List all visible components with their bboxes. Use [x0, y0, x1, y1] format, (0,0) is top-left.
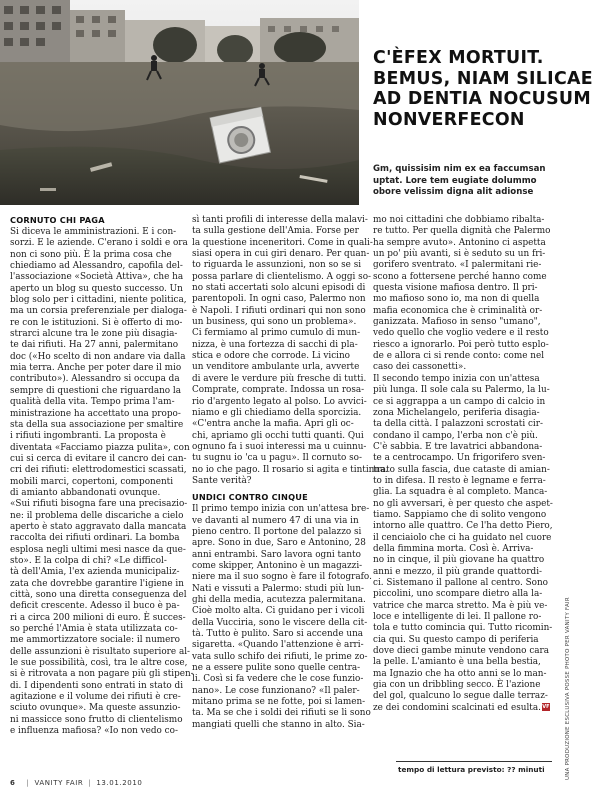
text-line: Sante verità? — [192, 475, 252, 486]
standfirst-line: uptat. Lore tem eugiate dolummo — [373, 175, 537, 186]
text-line: tà dell'Amia, l'ex azienda municipaliz- — [10, 567, 180, 578]
text-line: l'associazione «Società Attiva», che ha — [10, 272, 184, 283]
text-line: mobili marci, copertoni, componenti — [10, 476, 174, 487]
text-line: chiediamo ad Alessandro, capofila del- — [10, 261, 183, 272]
text-line: ministrazione ha accettato una propo- — [10, 408, 181, 419]
section-heading: CORNUTO CHI PAGA — [10, 215, 105, 225]
text-line: riesco a ignorarlo. Poi però tutto esplo- — [373, 339, 549, 350]
text-line: ma Ignazio che ha otto anni se lo man- — [373, 668, 547, 679]
text-line: come skipper, Antonino è un magazzi- — [192, 560, 363, 571]
text-line: ri a circa 200 milioni di euro. È succes- — [10, 612, 186, 623]
text-line: sciuto ovunque». Ma queste assunzio- — [10, 703, 181, 714]
text-line: delle assunzioni è risultato superiore al- — [10, 646, 191, 657]
text-line: città, sono una diretta conseguenza del — [10, 590, 187, 600]
text-line: tola e tutto comincia qui. Tutto ricomin- — [373, 623, 553, 634]
text-line: cui si cerca di evitare il cancro dei can- — [10, 453, 187, 464]
paragraph — [373, 215, 553, 374]
text-line: di avere le verdure più fresche di tutti. — [192, 373, 367, 384]
paragraph — [373, 374, 553, 714]
text-line: ognuno fa i suoi interessi ma u cuinnu- — [192, 441, 367, 452]
text-line: blog solo per i cittadini, niente politica, — [10, 295, 187, 306]
paragraph — [10, 227, 190, 499]
text-line: mo mafioso sono io, ma non di quella — [373, 294, 540, 305]
paragraph — [192, 215, 373, 328]
folio — [10, 779, 142, 787]
text-line: loce e intelligente di lei. Il pallone ro- — [373, 612, 542, 623]
text-line: mo noi cittadini che dobbiamo ribalta- — [373, 215, 545, 225]
text-line: trato sulla fascia, due cataste di amian- — [373, 464, 550, 475]
text-line: Comprate, comprate. Indossa un rosa- — [192, 385, 365, 396]
text-line: ne a essere pulite sono quelle centra- — [192, 663, 361, 674]
text-line: Si diceva le amministrazioni. E i con- — [10, 227, 177, 237]
text-line: un business, qui sono un problema». — [192, 317, 357, 328]
text-line: ze dei condomini scalcinati ed esulta.VF — [373, 703, 553, 714]
text-line: della fimmina morta. Così è. Arriva- — [373, 543, 534, 554]
text-line: vedo quello che voglio vedere e il resto — [373, 328, 549, 339]
text-line: glia. La squadra è al completo. Manca- — [373, 487, 548, 498]
text-line: siasi opera in cui giri denaro. Per quan- — [192, 249, 370, 260]
text-line: piccolini, uno scompare dietro alla la- — [373, 589, 543, 600]
text-line: so perché l'Amia è stata utilizzata co- — [10, 624, 178, 635]
text-line: gia con un dribbling secco. È l'azione — [373, 680, 541, 691]
text-line: condano il campo, l'erba non c'è più. — [373, 430, 538, 441]
text-line: te dai rifiuti. Ha 27 anni, palermitano — [10, 340, 179, 351]
text-line: un venditore ambulante urla, avverte — [192, 362, 360, 373]
text-line: «Sui rifiuti bisogna fare una precisazio- — [10, 499, 188, 510]
text-line: qualità della vita. Tempo prima l'am- — [10, 397, 175, 408]
text-line: tà. Tutto è pulito. Saro si accende una — [192, 629, 364, 640]
text-line: un po' più avanti, si è seduto su un fri- — [373, 249, 546, 260]
issue-date: 13.01.2010 — [96, 779, 143, 787]
text-line: mafia economica che è criminalità or- — [373, 305, 543, 316]
text-line: ha sempre avuto». Antonino ci aspetta — [373, 237, 546, 248]
text-line: diventata «Facciamo piazza pulita», con — [10, 442, 190, 453]
text-line: scono a fottersene perché hanno come — [373, 271, 547, 282]
article-column-3 — [373, 215, 553, 714]
text-line: ghi della media, acutezza palermitana. — [192, 595, 366, 605]
paragraph — [10, 499, 194, 737]
text-line: sigaretta. «Quando l'attenzione è arri- — [192, 640, 364, 651]
text-line: ci. Sistemano il pallone al centro. Sono — [373, 578, 549, 588]
text-line: intorno alle quattro. Ce l'ha detto Piero, — [373, 521, 553, 532]
text-line: no stati accertati solo alcuni episodi di — [192, 283, 366, 294]
text-line: sempre di questioni che riguardano la — [10, 385, 182, 396]
text-line: sto». E la colpa di chi? «Le difficol- — [10, 555, 167, 566]
section-heading: UNDICI CONTRO CINQUE — [192, 492, 308, 503]
text-line: de e allora ci si rende conto: come nel — [373, 351, 545, 362]
text-line: Nati e vissuti a Palermo: studi più lun- — [192, 583, 365, 594]
reading-time — [398, 765, 545, 774]
text-line: strarci alcune tra le zone più disagia- — [10, 329, 178, 340]
text-line: ta. Ma se che i soldi dei rifiuti se li sono — [192, 708, 371, 719]
text-line: ganizzata. Mafioso in senso "umano", — [373, 317, 541, 328]
folio-separator: | — [88, 779, 92, 787]
text-line: to riguarda le assunzioni, non so se si — [192, 260, 362, 271]
text-line: raccolta dei rifiuti ordinari. La bomba — [10, 533, 180, 544]
text-line: no in cinque, il più giovane ha quattro — [373, 555, 545, 566]
text-line: parentopoli. In ogni caso, Palermo non — [192, 294, 366, 305]
headline-line: NONVERFECON — [373, 109, 525, 130]
text-line: sta della sua associazione per smaltire — [10, 419, 184, 430]
text-line: C'è sabbia. E tre lavatrici abbandona- — [373, 441, 543, 452]
text-line: stica e odore che corrode. Li vicino — [192, 351, 350, 362]
text-line: sì tanti profili di interesse della malavi- — [192, 215, 368, 225]
article-photo — [0, 0, 359, 205]
text-line: ve davanti al numero 47 di una via in — [192, 515, 359, 526]
magazine-name: VANITY FAIR — [34, 779, 84, 787]
text-line: rio d'argento legato al polso. Lo avvici- — [192, 396, 367, 407]
headline-line: C'ÈFEX MORTUIT. — [373, 48, 544, 68]
text-line: vata sullo schifo dei rifiuti, le prime zo- — [192, 651, 368, 662]
text-line: re con le istituzioni. Si è offerto di mo- — [10, 317, 183, 328]
text-line: si è ritrovata a non pagare più gli stipen- — [10, 669, 194, 680]
text-line: le sue possibilità, così, tra le altre cose, — [10, 658, 188, 669]
text-line: tu sugnu io 'ca u pagu». Il cornuto so- — [192, 453, 362, 464]
text-line: ma un corsia preferenziale per dialoga- — [10, 306, 187, 317]
text-line: ce si aggrappa a un campo di calcio in — [373, 396, 546, 407]
text-line: di amianto abbandonati ovunque. — [10, 487, 161, 498]
text-line: doc («Ho scelto di non andare via dalla — [10, 351, 186, 362]
headline-line: BEMUS, NIAM SILICAE — [373, 68, 593, 89]
text-line: ta della città. I palazzoni scrostati cir- — [373, 419, 543, 430]
text-line: me ammortizzatore sociale: il numero — [10, 635, 180, 646]
text-line: mitano prima se ne fotte, poi si lamen- — [192, 697, 366, 708]
text-line: questa visione mafiosa dentro. Il pri- — [373, 283, 538, 294]
text-line: la pelle. L'amianto è una bella bestia, — [373, 657, 541, 668]
text-line: nano». Le cose funzionano? «Il paler- — [192, 685, 360, 696]
end-mark-icon — [542, 703, 550, 711]
page-number: 6 — [10, 779, 16, 787]
divider — [396, 761, 552, 762]
folio-separator: | — [26, 779, 30, 787]
text-line: niamo e gli chiediamo della sporcizia. — [192, 407, 362, 418]
text-line: del gol, qualcuno lo segue dalle terraz- — [373, 691, 548, 702]
text-line: contributo»). Alessandro si occupa da — [10, 374, 180, 385]
paragraph — [192, 504, 372, 731]
text-line: to in difesa. Il resto è legname e ferra- — [373, 475, 546, 486]
text-line: apre. Sono in due, Saro e Antonino, 28 — [192, 538, 366, 549]
text-line: gorifero sventrato. «I palermitani rie- — [373, 260, 542, 271]
headline-line: AD DENTIA NOCUSUM — [373, 89, 591, 109]
text-line: Ci fermiamo al primo cumulo di mun- — [192, 328, 361, 339]
text-line: no io che pago. Il rosario si agita e tintinna. — [192, 464, 389, 475]
text-line: anni e mezzo, il più grande quattordi- — [373, 566, 543, 577]
text-line: la questione inceneritori. Come in quali- — [192, 237, 373, 248]
text-line: della Vucciria, sono le viscere della cit- — [192, 617, 368, 628]
article-column-2 — [192, 215, 389, 731]
text-line: non ci sono più. È la prima cosa che — [10, 249, 172, 260]
text-line: più lunga. Il sole cala su Palermo, la lu- — [373, 385, 550, 396]
text-line: li. Così si fa vedere che le cose funzio- — [192, 674, 364, 685]
text-line: i rifiuti ingombranti. La proposta è — [10, 431, 166, 442]
text-line: no gli avversari, è per questo che aspet- — [373, 498, 553, 509]
text-line: pieno centro. Il portone del palazzo si — [192, 526, 362, 537]
text-line: dove dieci gambe minute vendono cara — [373, 646, 550, 657]
text-line: mangiati quelli che stanno in alto. Sia- — [192, 719, 365, 730]
text-line: Il primo tempo inizia con un'attesa bre- — [192, 504, 370, 515]
text-line: tiamo. Sappiamo che di solito vengono — [373, 509, 547, 520]
text-line: e influenza mafiosa? «Io non vedo co- — [10, 726, 178, 737]
text-line: anni entrambi. Saro lavora ogni tanto — [192, 549, 361, 560]
text-line: vatrice che marca stretto. Ma è più ve- — [373, 600, 548, 611]
paragraph — [192, 328, 389, 487]
text-line: cia qui. Su questo campo di periferia — [373, 634, 539, 645]
photo-credit: UNA PRODUZIONE ESCLUSIVA POSSE PHOTO PER VANITY FAIR — [565, 597, 571, 780]
text-line: re tutto. Per quella dignità che Palermo — [373, 226, 551, 237]
text-line: zona Michelangelo, periferia disagia- — [373, 407, 540, 418]
text-line: di. I dipendenti sono entrati in stato di — [10, 680, 184, 691]
text-line: nizza, è una fortezza di sacchi di pla- — [192, 339, 358, 350]
text-line: ta sulla gestione dell'Amia. Forse per — [192, 226, 359, 237]
text-line: zata che dovrebbe garantire l'igiene in — [10, 578, 184, 589]
text-line: il cenciaiolo che ci ha guidato nel cuore — [373, 532, 552, 543]
text-line: cri dei rifiuti: elettrodomestici scassati, — [10, 465, 187, 476]
photo-illustration — [0, 0, 359, 205]
text-line: ne: il problema delle discariche a cielo — [10, 510, 184, 521]
text-line: deficit crescente. Adesso il buco è pa- — [10, 601, 180, 612]
standfirst-line: Gm, quissisim nim ex ea faccumsan — [373, 164, 546, 174]
text-line: possa parlare di clientelismo. A oggi so- — [192, 271, 372, 282]
text-line: Il secondo tempo inizia con un'attesa — [373, 373, 540, 384]
text-line: aperto è stato aggravato dalla mancata — [10, 521, 187, 532]
standfirst — [373, 164, 569, 199]
text-line: niere ma il suo sogno è fare il fotografo. — [192, 572, 372, 583]
text-line: te a centrocampo. Un frigorifero sven- — [373, 453, 546, 464]
text-line: Cioè molto alta. Ci guidano per i vicoli — [192, 606, 365, 617]
text-line: agitazione e il volume dei rifiuti è cre- — [10, 692, 181, 703]
text-line: mia terra. Anche per poter dare il mio — [10, 363, 182, 374]
reading-time-text: tempo di lettura previsto: ?? minuti — [398, 765, 545, 774]
text-line: caso dei cassonetti». — [373, 362, 467, 373]
text-line: sorzi. E le aziende. C'erano i soldi e ora — [10, 238, 188, 249]
headline — [373, 48, 593, 130]
text-line: aperto un blog su questo successo. Un — [10, 283, 183, 294]
text-line: chi, apriamo gli occhi tutti quanti. Qui — [192, 430, 364, 441]
text-line: è Napoli. I rifiuti ordinari qui non sono — [192, 305, 366, 316]
text-line: ni massicce sono frutto di clientelismo — [10, 714, 183, 725]
standfirst-line: obore velissim digna alit adionse — [373, 187, 534, 197]
article-column-1 — [10, 215, 194, 737]
text-line: «C'entra anche la mafia. Apri gli oc- — [192, 419, 354, 430]
text-line: esplosa negli ultimi mesi nasce da que- — [10, 544, 186, 555]
